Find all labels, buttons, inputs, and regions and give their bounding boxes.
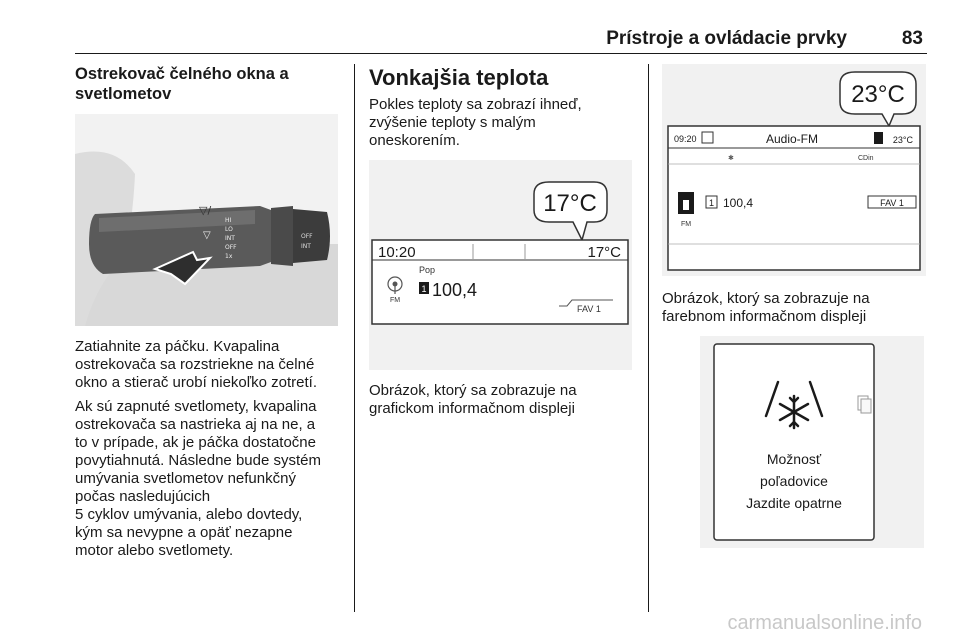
svg-text:OFF: OFF — [225, 244, 237, 251]
display2-cdin: CDin — [858, 155, 874, 162]
outside-temp-heading: Vonkajšia teplota — [369, 65, 549, 90]
display2-preset: 1 — [708, 198, 715, 208]
ice-warning-figure — [700, 336, 924, 548]
display2-temp: 23°C — [892, 135, 913, 145]
display2-fav: FAV 1 — [880, 198, 904, 208]
svg-text:INT: INT — [225, 235, 235, 242]
page-header — [75, 28, 927, 52]
display-fav: FAV 1 — [577, 304, 601, 314]
column-divider-2 — [648, 64, 649, 612]
outside-temp-intro: Pokles teploty sa zobrazí ihneď, zvýšenie teploty s malým oneskorením. — [369, 96, 582, 149]
graphic-display-figure — [369, 160, 632, 370]
display-band: FM — [389, 297, 401, 304]
display2-frequency: 100,4 — [723, 196, 754, 210]
svg-text:LO: LO — [225, 226, 233, 233]
warning-line-1: Možnosť — [766, 451, 822, 467]
washer-para-1: Zatiahnite za páčku. Kvapalina ostrekovača sa rozstriekne na čelné okno a stierač urobí niekoľko zotretí. — [75, 338, 317, 391]
display2-time: 09:20 — [674, 134, 697, 144]
display-frequency: 100,4 — [432, 280, 478, 300]
warning-line-3: Jazdite opatrne — [746, 495, 842, 511]
column-divider-1 — [354, 64, 355, 612]
header-rule — [75, 53, 927, 54]
color-display-illustration — [662, 64, 926, 276]
column-washer — [75, 64, 343, 104]
washer-para-2: Ak sú zapnuté svetlomety, kvapalina ostrekovača sa nastrieka aj na ne, a to v prípade, ak je páčka dostatočne povytiahnutá. Následne bude systém umývania svetlometov nefunkčný počas nasledujúcich 5 cyklov umývania, alebo dovtedy, kým sa nevypne a opäť nezapne motor alebo svetlomety. — [75, 398, 321, 559]
column-outside-temp — [369, 64, 637, 150]
wiper-stalk-figure — [75, 114, 338, 326]
display-genre: Pop — [419, 265, 436, 275]
display2-band: FM — [680, 221, 692, 228]
bubble-temp-17: 17°C — [543, 190, 597, 217]
svg-text:1x: 1x — [225, 253, 233, 260]
display-time: 10:20 — [378, 244, 416, 261]
wiper-stalk-illustration — [75, 114, 338, 326]
color-display-figure — [662, 64, 926, 276]
section-title: Prístroje a ovládacie prvky — [606, 28, 847, 49]
svg-text:HI: HI — [225, 217, 232, 224]
bubble-temp-23: 23°C — [851, 81, 905, 108]
graphic-display-illustration — [369, 160, 632, 370]
ice-warning-illustration — [700, 336, 924, 548]
warning-line-2: poľadovice — [760, 473, 828, 489]
svg-text:▽: ▽ — [203, 230, 211, 241]
display2-source: Audio-FM — [765, 132, 819, 146]
svg-text:✱: ✱ — [728, 154, 734, 162]
washer-text — [75, 338, 347, 560]
page-number: 83 — [901, 28, 923, 49]
watermark: carmanualsonline.info — [727, 612, 922, 634]
color-display-caption: Obrázok, ktorý sa zobrazuje na farebnom informačnom displeji — [662, 290, 870, 325]
display-preset: 1 — [421, 284, 427, 294]
svg-text:INT: INT — [301, 243, 311, 250]
svg-text:▽/: ▽/ — [199, 204, 212, 217]
display-temp: 17°C — [587, 244, 621, 261]
svg-text:OFF: OFF — [301, 233, 313, 240]
graphic-display-caption: Obrázok, ktorý sa zobrazuje na grafickom informačnom displeji — [369, 382, 577, 417]
washer-heading: Ostrekovač čelného okna a svetlometov — [75, 65, 289, 103]
